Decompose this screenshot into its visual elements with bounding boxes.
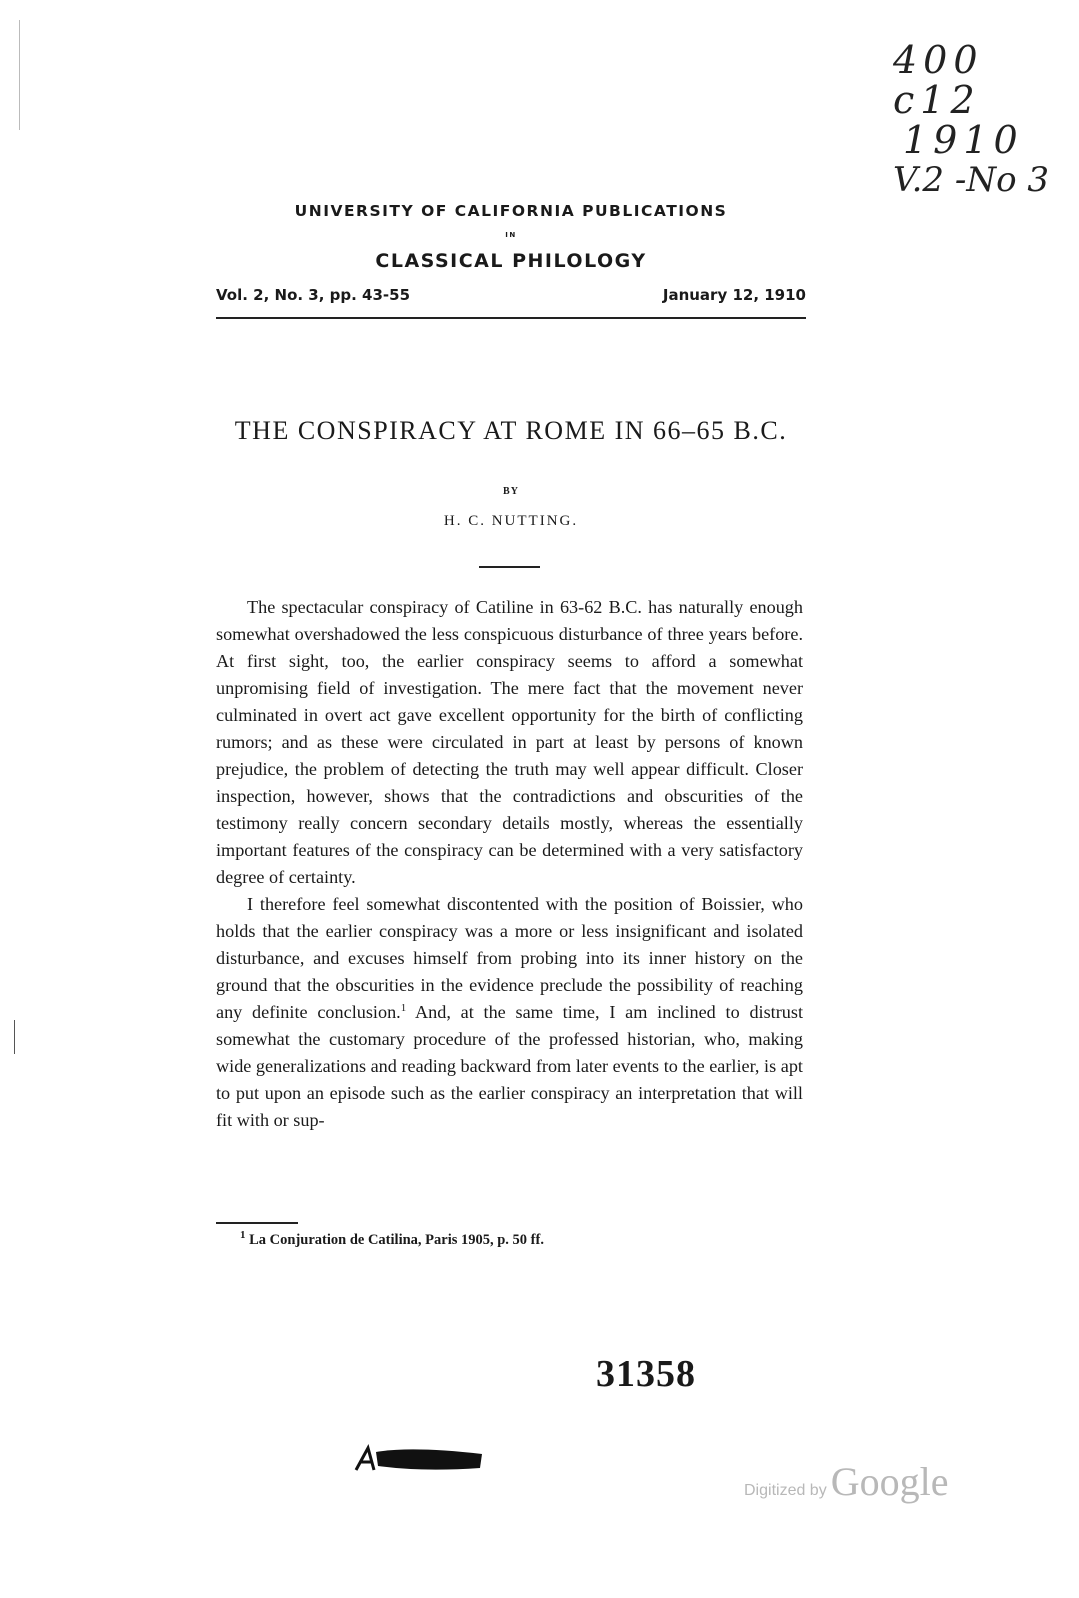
author-name: H. C. NUTTING. (443, 513, 579, 529)
handwritten-line: c12 (893, 78, 981, 122)
article-body (216, 594, 803, 1134)
handwritten-call-number (893, 40, 1049, 200)
digitized-label: Digitized by (744, 1482, 827, 1499)
scan-mark (14, 1020, 15, 1054)
issue-date: January 12, 1910 (662, 286, 806, 304)
redaction-mark (352, 1442, 492, 1476)
paragraph-text: I therefore feel somewhat discontented with the position of Boissier, who holds that the earlier conspiracy was a more or less insignificant and isolated disturbance, and excuses himself from probing into its inner history on the ground that the obscurities in the evidence preclude the possibility of reaching any definite conclusion. (216, 894, 803, 1022)
accession-stamp: 31358 (596, 1353, 696, 1395)
paragraph: The spectacular conspiracy of Catiline in 63-62 B.C. has naturally enough somewhat overshadowed the less conspicuous disturbance of three years before. At first sight, too, the earlier conspiracy seems to afford a somewhat unpromising field of investigation. The mere fact that the movement never culminated in overt act gave excellent opportunity for the birth of conflicting rumors; and as these were circulated in part at least by persons of known prejudice, the problem of detecting the truth may well appear difficult. Closer inspection, however, shows that the contradictions and obscurities of the testimony really concern secondary details mostly, whereas the essentially important features of the conspiracy can be determined with a very satisfactory degree of certainty. (216, 597, 803, 887)
digitized-watermark (744, 1458, 948, 1505)
handwritten-line: 400 (893, 38, 984, 82)
google-logo: Google (830, 1459, 949, 1504)
masthead-rule (216, 317, 806, 319)
subject-title: CLASSICAL PHILOLOGY (375, 250, 647, 272)
issue-info (216, 286, 806, 304)
handwritten-line: 1910 (903, 118, 1024, 162)
footnote-text: La Conjuration de Catilina, Paris 1905, p. 50 ff. (249, 1232, 544, 1248)
handwritten-line: V.2 -No 3 (893, 160, 1050, 200)
footnote (240, 1229, 544, 1249)
scan-mark (19, 20, 20, 130)
paragraph-continuation: And, at the same time, I am inclined to distrust somewhat the customary procedure of the professed historian, who, making wide generalizations and reading backward from later events to the earlier, is apt to put upon an episode such as the earlier conspiracy an interpretation that will fit with or sup- (216, 1002, 803, 1130)
footnote-marker: 1 (240, 1229, 246, 1242)
by-line-label: BY (503, 486, 519, 497)
series-in: IN (505, 231, 517, 239)
series-title: UNIVERSITY OF CALIFORNIA PUBLICATIONS (294, 202, 728, 220)
footnote-rule (216, 1222, 298, 1224)
footnote-reference[interactable]: 1 (400, 1001, 407, 1014)
article-title: THE CONSPIRACY AT ROME IN 66–65 B.C. (234, 416, 788, 445)
title-divider (479, 566, 540, 568)
volume-info: Vol. 2, No. 3, pp. 43-55 (216, 286, 411, 304)
paragraph (216, 891, 803, 1134)
